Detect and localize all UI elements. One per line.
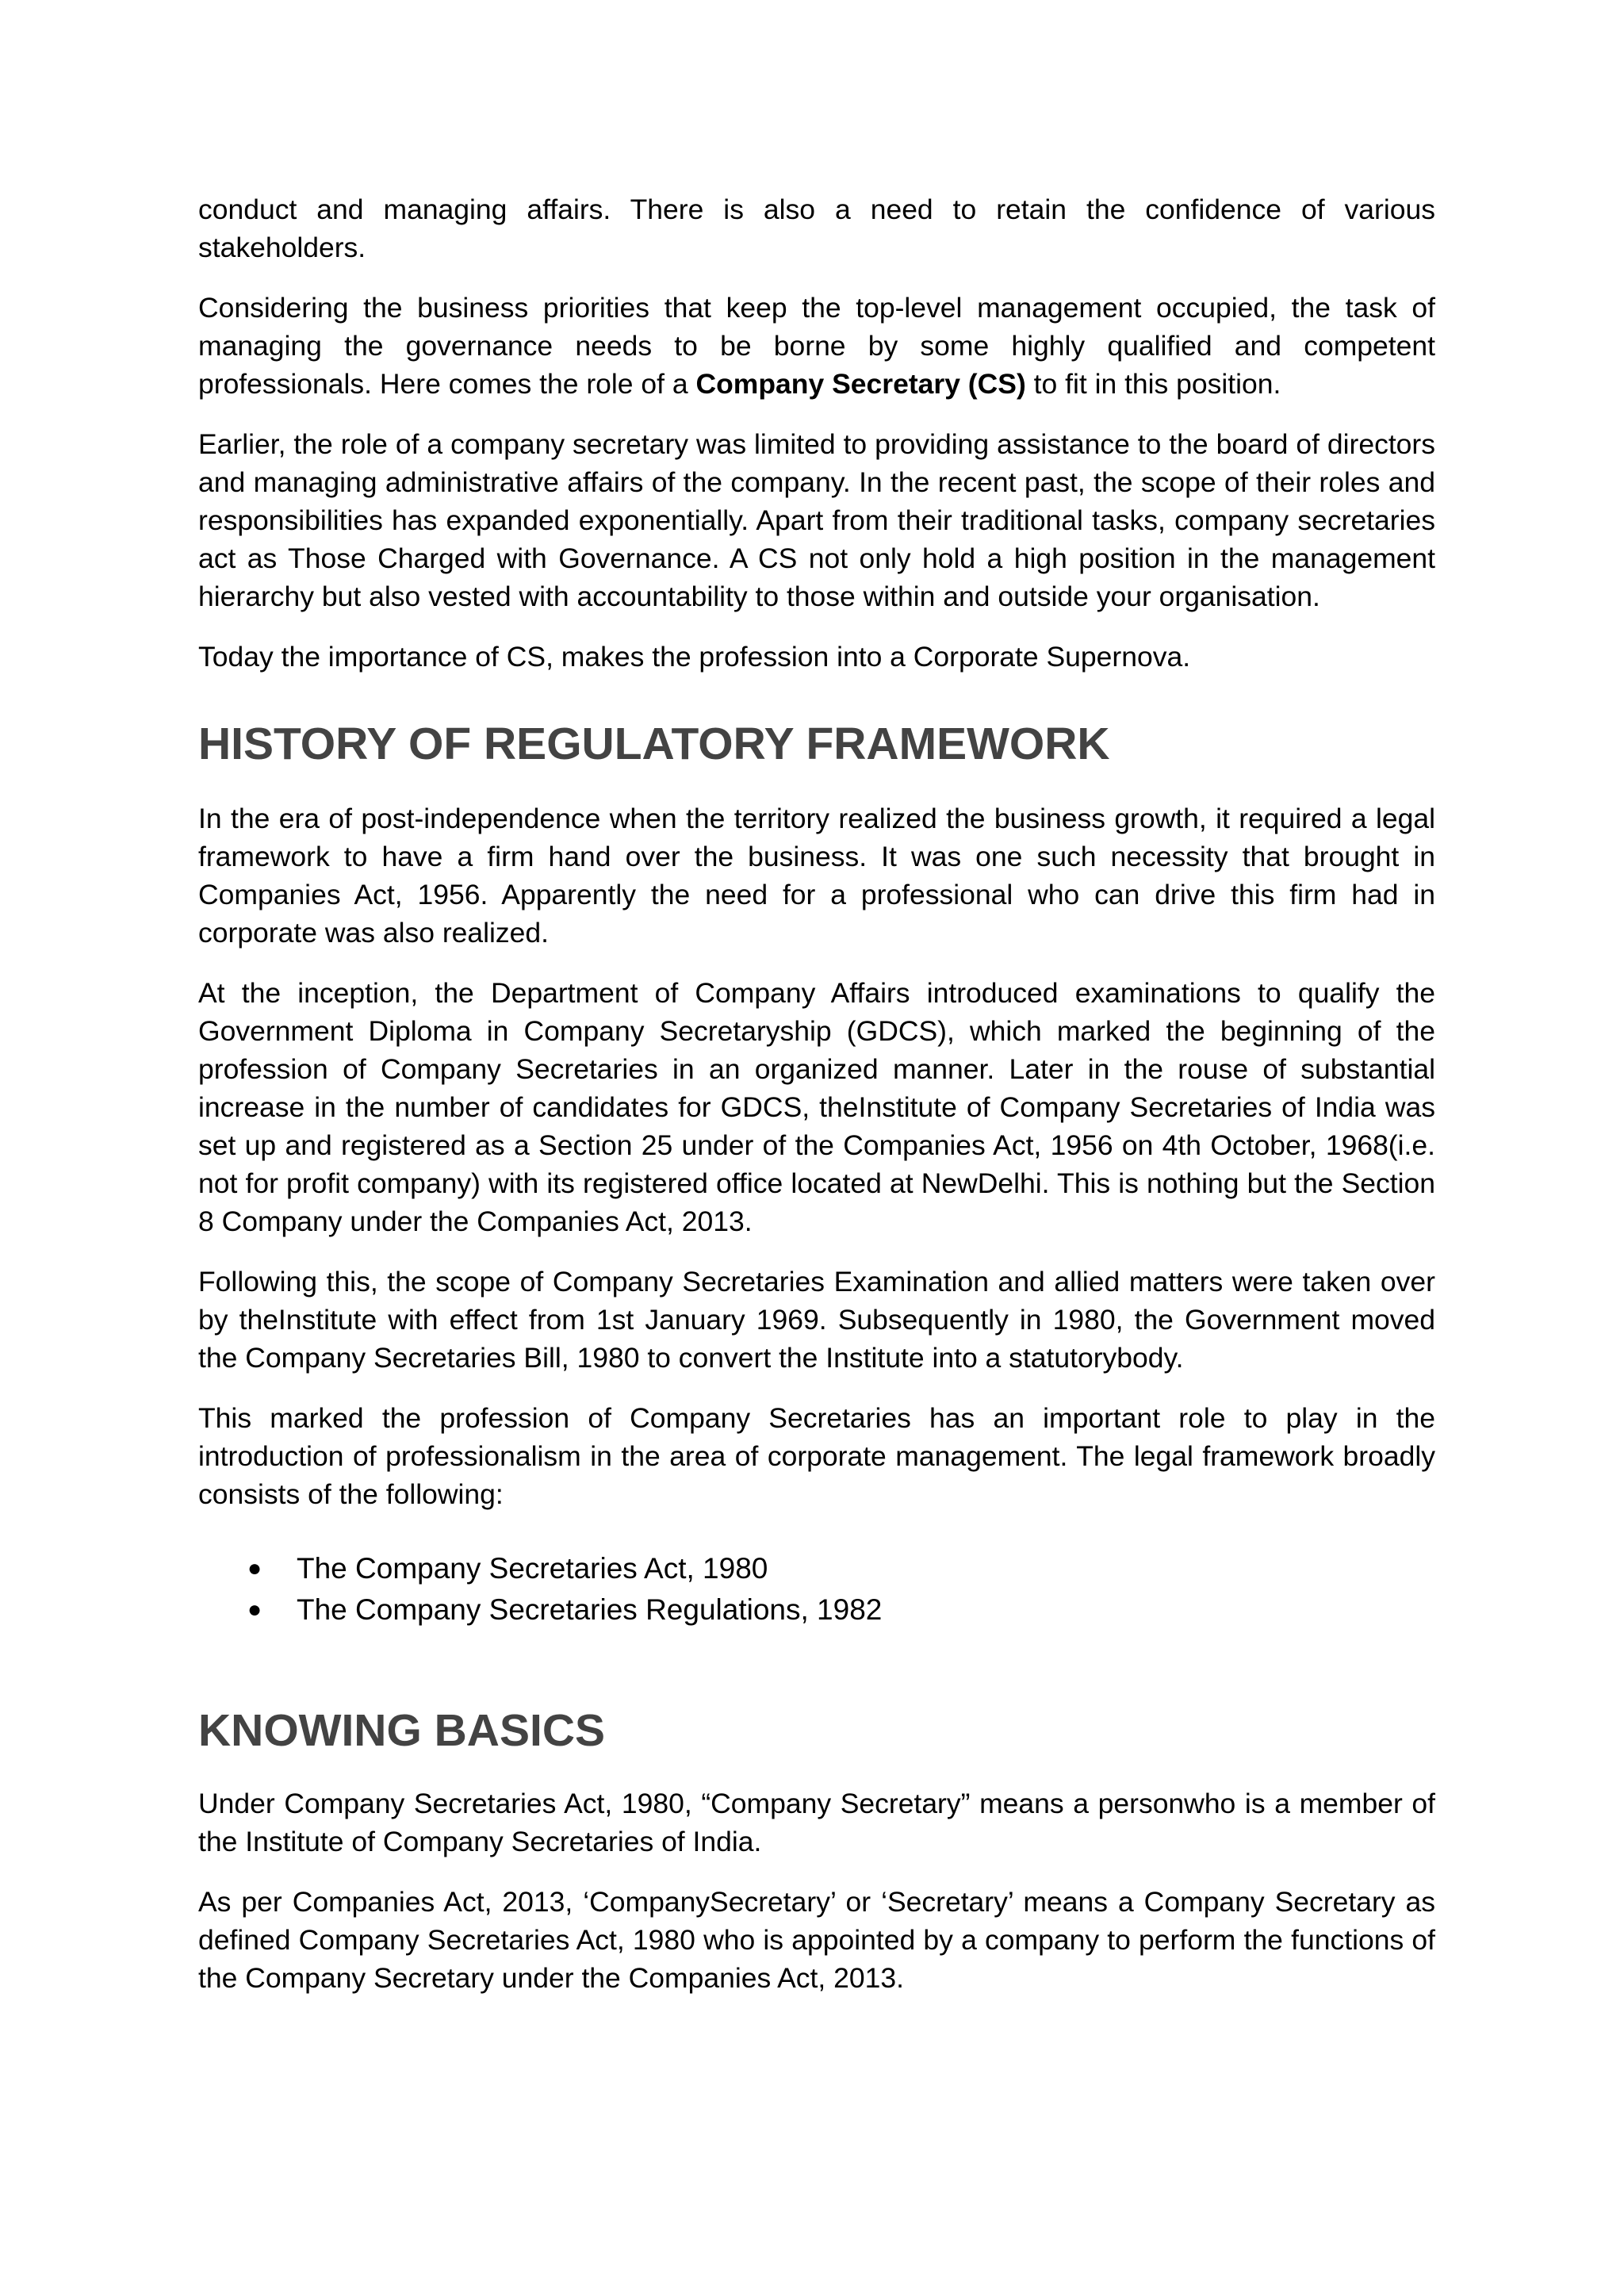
- basics-paragraph-1: Under Company Secretaries Act, 1980, “Company Secretary” means a personwho is a member of the Institute of Company Secretaries of India.: [198, 1788, 1435, 1857]
- intro-paragraph-2-before: Considering the business priorities that keep the top-level management occupied, the task of managing the governance needs to be borne by some highly qualified and competent professionals. Here comes the role of a: [198, 292, 1435, 400]
- intro-paragraph-4: Today the importance of CS, makes the profession into a Corporate Supernova.: [198, 641, 1191, 673]
- intro-paragraph-2-after: to fit in this position.: [1025, 368, 1281, 400]
- basics-heading: KNOWING BASICS: [198, 1705, 605, 1756]
- list-item-text: The Company Secretaries Act, 1980: [297, 1552, 768, 1585]
- history-paragraph-1: In the era of post-independence when the territory realized the business growth, it required a legal framework to have a firm hand over the business. It was one such necessity that brought in Companies Act, 1956. Apparently the need for a professional who can drive this firm had in corporate was also realized.: [198, 803, 1435, 949]
- history-paragraph-2: At the inception, the Department of Company Affairs introduced examinations to qualify the Government Diploma in Company Secretaryship (GDCS), which marked the beginning of the profession of Company Secretaries in an organized manner. Later in the rouse of substantial increase in the number of candidates for GDCS, theInstitute of Company Secretaries of India was set up and registered as a Section 25 under of the Companies Act, 1956 on 4th October, 1968(i.e. not for profit company) with its registered office located at NewDelhi. This is nothing but the Section 8 Company under the Companies Act, 2013.: [198, 977, 1435, 1237]
- history-heading: HISTORY OF REGULATORY FRAMEWORK: [198, 719, 1110, 769]
- list-item-text: The Company Secretaries Regulations, 1982: [297, 1593, 883, 1626]
- document-page: [198, 190, 1435, 2019]
- company-secretary-bold: Company Secretary (CS): [695, 368, 1026, 400]
- history-paragraph-4: This marked the profession of Company Secretaries has an important role to play in the introduction of professionalism in the area of corporate management. The legal framework broadly consists of the following:: [198, 1402, 1435, 1510]
- list-item: [198, 1548, 1435, 1589]
- basics-paragraph-2: As per Companies Act, 2013, ‘CompanySecretary’ or ‘Secretary’ means a Company Secretary as defined Company Secretaries Act, 1980 who is appointed by a company to perform the functions of the Company Secretary under the Companies Act, 2013.: [198, 1886, 1435, 1994]
- intro-paragraph-3: Earlier, the role of a company secretary was limited to providing assistance to the board of directors and managing administrative affairs of the company. In the recent past, the scope of their roles and responsibilities has expanded exponentially. Apart from their traditional tasks, company secretaries act as Those Charged with Governance. A CS not only hold a high position in the management hierarchy but also vested with accountability to those within and outside your organisation.: [198, 428, 1435, 612]
- intro-paragraph-1: conduct and managing affairs. There is also a need to retain the confidence of various stakeholders.: [198, 194, 1435, 263]
- history-paragraph-3: Following this, the scope of Company Secretaries Examination and allied matters were taken over by theInstitute with effect from 1st January 1969. Subsequently in 1980, the Government moved the Company Secretaries Bill, 1980 to convert the Institute into a statutorybody.: [198, 1266, 1435, 1374]
- intro-paragraph-2: [198, 289, 1435, 403]
- legal-framework-list: [198, 1548, 1435, 1631]
- bullet-icon: ●: [247, 1555, 262, 1581]
- list-item: [198, 1589, 1435, 1631]
- bullet-icon: ●: [247, 1596, 262, 1623]
